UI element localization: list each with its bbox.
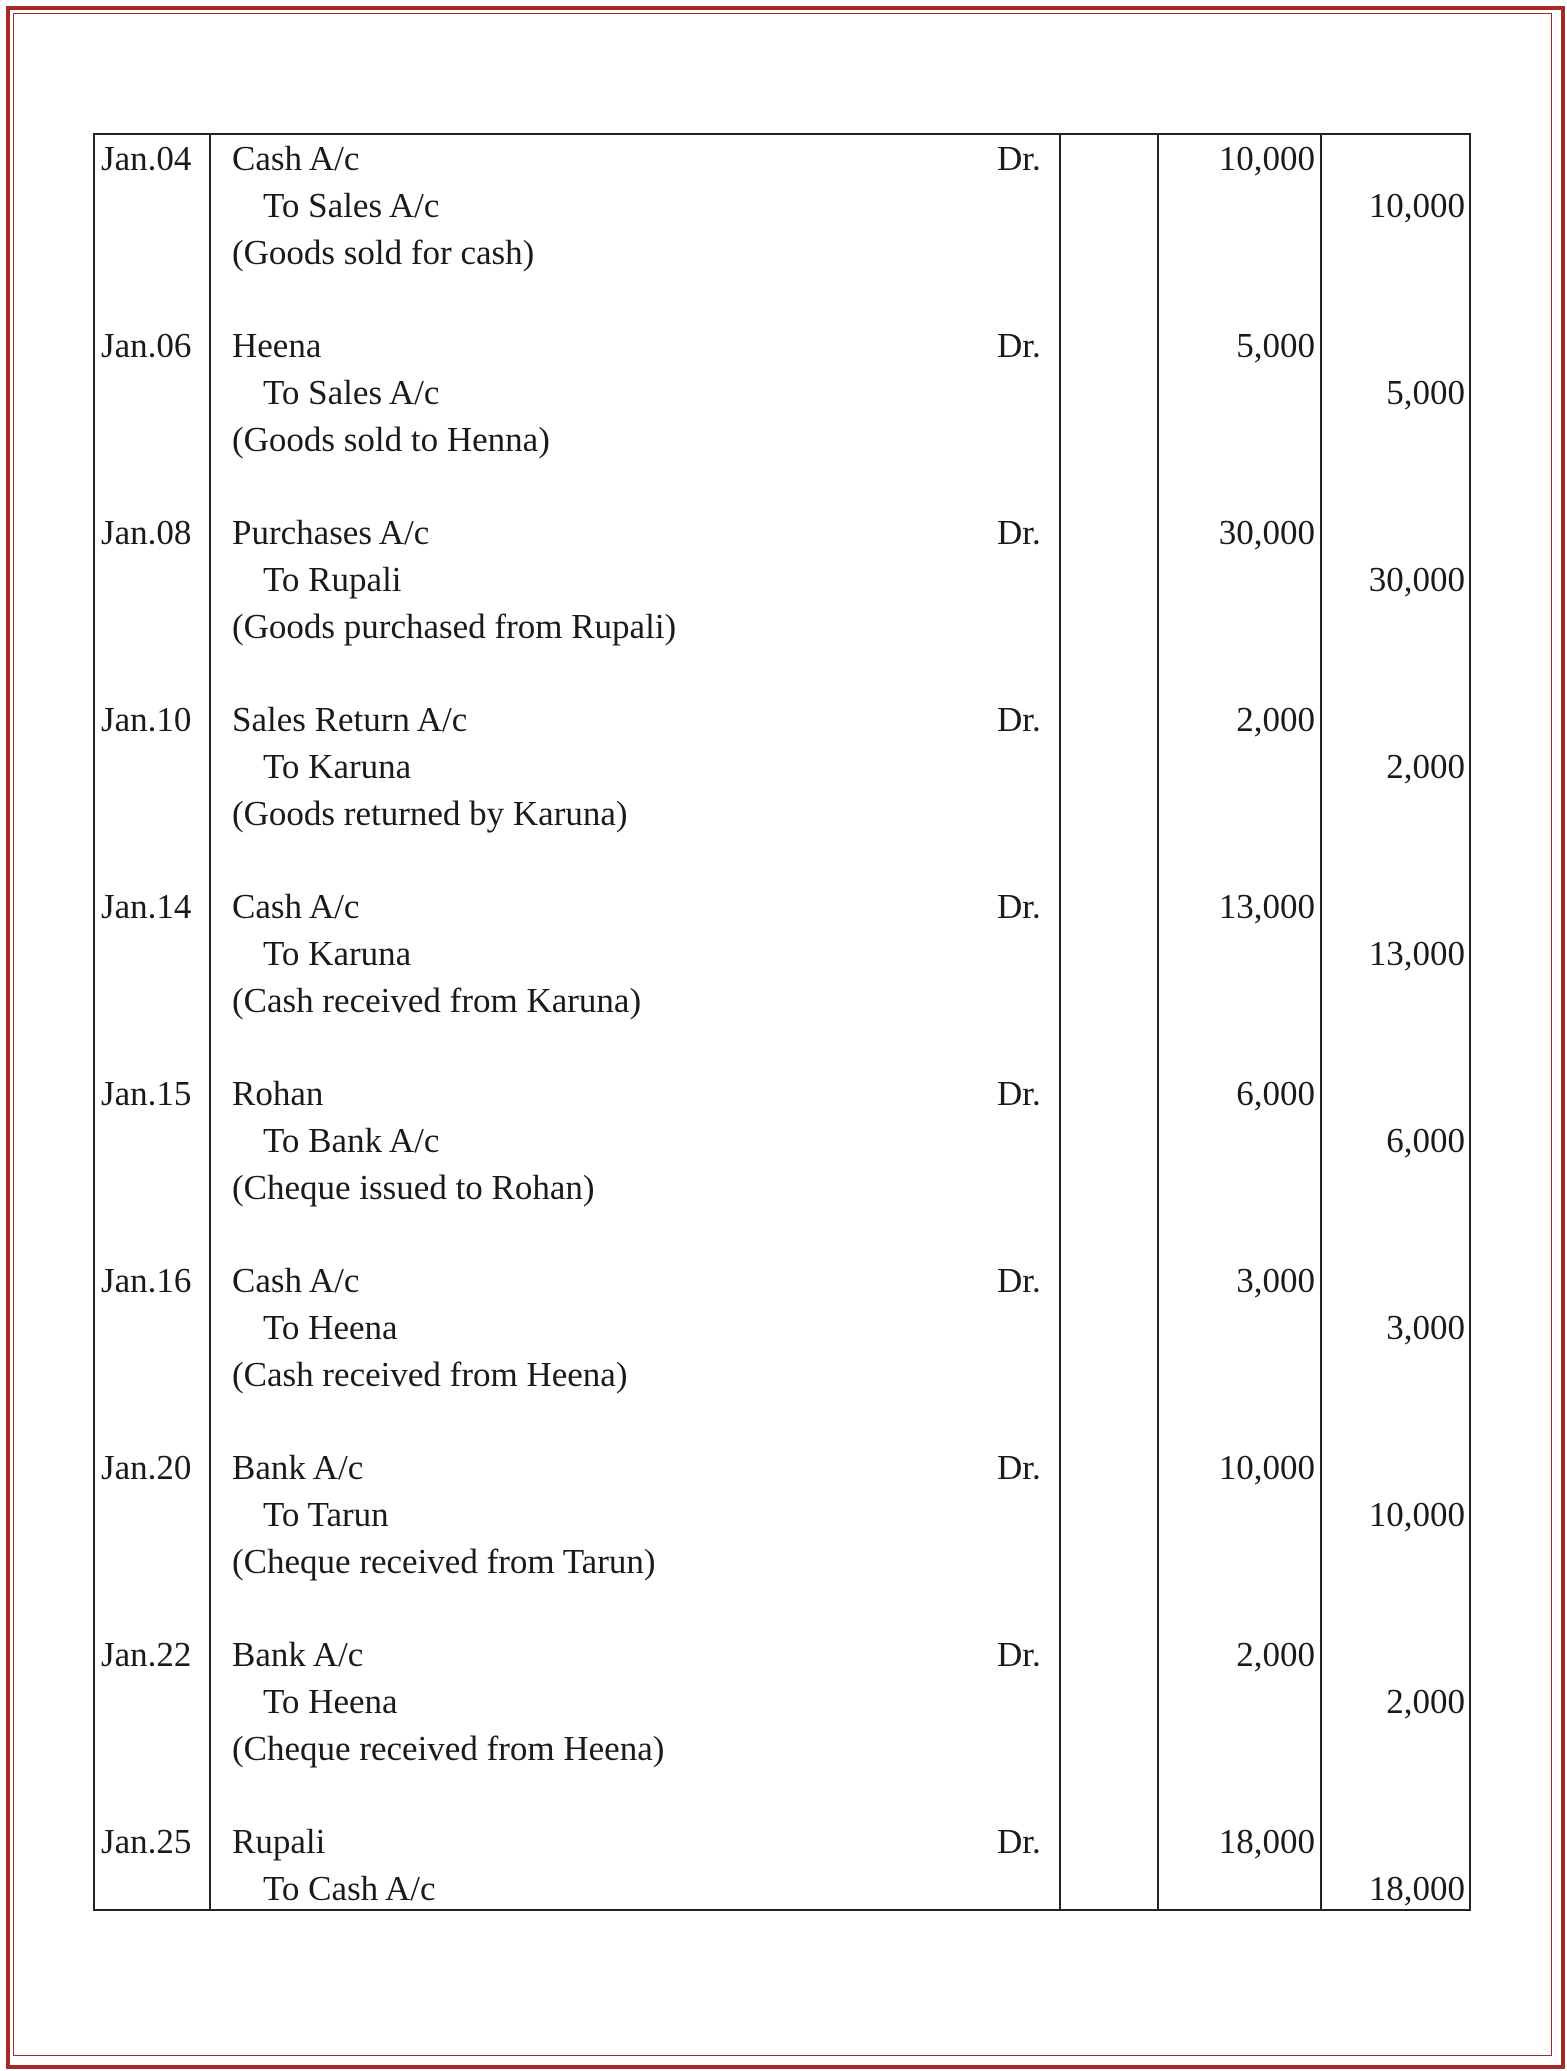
narration: (Cash received from Karuna) <box>232 981 642 1020</box>
journal-entry <box>95 509 1469 696</box>
debit-account: Sales Return A/c <box>232 700 468 739</box>
dr-marker: Dr. <box>997 1635 1041 1674</box>
credit-account: To Heena <box>263 1682 398 1721</box>
entry-date: Jan.06 <box>101 326 192 365</box>
credit-amount: 6,000 <box>1386 1121 1465 1160</box>
credit-amount: 10,000 <box>1368 186 1465 225</box>
credit-amount: 18,000 <box>1368 1869 1465 1908</box>
credit-account: To Sales A/c <box>263 373 440 412</box>
credit-amount: 5,000 <box>1386 373 1465 412</box>
entry-date: Jan.14 <box>101 887 192 926</box>
credit-account: To Bank A/c <box>263 1121 440 1160</box>
entry-date: Jan.25 <box>101 1822 192 1861</box>
dr-marker: Dr. <box>997 700 1041 739</box>
narration: (Cash received from Heena) <box>232 1355 628 1394</box>
debit-account: Bank A/c <box>232 1635 364 1674</box>
journal-entry <box>95 1257 1469 1444</box>
dr-marker: Dr. <box>997 1448 1041 1487</box>
dr-marker: Dr. <box>997 1822 1041 1861</box>
journal-table <box>93 133 1471 1911</box>
narration: (Goods sold to Henna) <box>232 420 550 459</box>
debit-account: Rupali <box>232 1822 326 1861</box>
credit-amount: 30,000 <box>1368 560 1465 599</box>
credit-account: To Sales A/c <box>263 186 440 225</box>
entry-date: Jan.15 <box>101 1074 192 1113</box>
narration: (Goods returned by Karuna) <box>232 794 628 833</box>
credit-account: To Karuna <box>263 747 412 786</box>
journal-entry <box>95 696 1469 883</box>
credit-account: To Tarun <box>263 1495 389 1534</box>
debit-account: Purchases A/c <box>232 513 430 552</box>
dr-marker: Dr. <box>997 513 1041 552</box>
debit-account: Rohan <box>232 1074 324 1113</box>
debit-amount: 30,000 <box>1218 513 1315 552</box>
debit-amount: 3,000 <box>1236 1261 1315 1300</box>
dr-marker: Dr. <box>997 326 1041 365</box>
journal-entry <box>95 1070 1469 1257</box>
narration: (Cheque received from Tarun) <box>232 1542 656 1581</box>
credit-amount: 3,000 <box>1386 1308 1465 1347</box>
narration: (Goods sold for cash) <box>232 233 535 272</box>
entry-date: Jan.08 <box>101 513 192 552</box>
entry-date: Jan.22 <box>101 1635 192 1674</box>
debit-account: Cash A/c <box>232 887 360 926</box>
debit-account: Cash A/c <box>232 1261 360 1300</box>
credit-account: To Cash A/c <box>263 1869 436 1908</box>
debit-amount: 10,000 <box>1218 1448 1315 1487</box>
dr-marker: Dr. <box>997 887 1041 926</box>
credit-account: To Heena <box>263 1308 398 1347</box>
narration: (Cheque issued to Rohan) <box>232 1168 595 1207</box>
entry-date: Jan.20 <box>101 1448 192 1487</box>
entry-date: Jan.16 <box>101 1261 192 1300</box>
dr-marker: Dr. <box>997 139 1041 178</box>
credit-amount: 2,000 <box>1386 747 1465 786</box>
dr-marker: Dr. <box>997 1261 1041 1300</box>
debit-amount: 5,000 <box>1236 326 1315 365</box>
dr-marker: Dr. <box>997 1074 1041 1113</box>
credit-amount: 10,000 <box>1368 1495 1465 1534</box>
journal-entry <box>95 135 1469 322</box>
debit-amount: 2,000 <box>1236 700 1315 739</box>
credit-account: To Karuna <box>263 934 412 973</box>
entry-date: Jan.10 <box>101 700 192 739</box>
debit-amount: 10,000 <box>1218 139 1315 178</box>
debit-account: Bank A/c <box>232 1448 364 1487</box>
credit-account: To Rupali <box>263 560 402 599</box>
debit-account: Heena <box>232 326 322 365</box>
debit-account: Cash A/c <box>232 139 360 178</box>
debit-amount: 2,000 <box>1236 1635 1315 1674</box>
journal-entry <box>95 1818 1469 1911</box>
entry-date: Jan.04 <box>101 139 192 178</box>
debit-amount: 13,000 <box>1218 887 1315 926</box>
journal-entry <box>95 1444 1469 1631</box>
journal-entry <box>95 883 1469 1070</box>
journal-entry <box>95 322 1469 509</box>
credit-amount: 13,000 <box>1368 934 1465 973</box>
journal-entry <box>95 1631 1469 1818</box>
debit-amount: 18,000 <box>1218 1822 1315 1861</box>
debit-amount: 6,000 <box>1236 1074 1315 1113</box>
narration: (Goods purchased from Rupali) <box>232 607 677 646</box>
narration: (Cheque received from Heena) <box>232 1729 665 1768</box>
credit-amount: 2,000 <box>1386 1682 1465 1721</box>
